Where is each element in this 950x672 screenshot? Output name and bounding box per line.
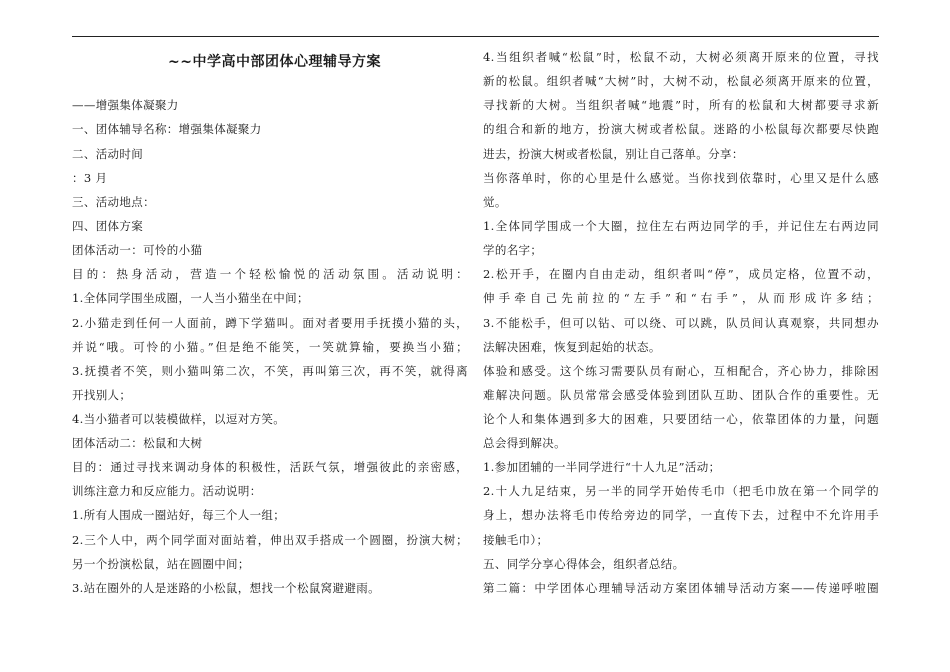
right-text-line: 4.当组织者喊“松鼠”时，松鼠不动，大树必须离开原来的位置，寻找 xyxy=(483,50,879,64)
left-text-line: ——增强集体凝聚力 xyxy=(72,98,179,112)
left-text-line: 团体活动二：松鼠和大树 xyxy=(72,436,203,450)
left-text-line: 一、团体辅导名称：增强集体凝聚力 xyxy=(72,122,262,136)
right-text-line: 2.松开手，在圈内自由走动，组织者叫“停”，成员定格，位置不动， xyxy=(483,267,879,281)
right-text-line: 体验和感受。这个练习需要队员有耐心，互相配合，齐心协力，排除困 xyxy=(483,364,879,378)
right-text-line: 接触毛巾）； xyxy=(483,533,549,547)
left-text-line: 3.站在圈外的人是迷路的小松鼠，想找一个松鼠窝避避雨。 xyxy=(72,581,380,595)
right-text-line: 难解决问题。队员常常会感受体验到团队互助、团队合作的重要性。无 xyxy=(483,388,879,402)
left-text-line: 目的：通过寻找来调动身体的积极性，活跃气氛，增强彼此的亲密感， xyxy=(72,460,468,474)
left-text-line: 三、活动地点： xyxy=(72,195,155,209)
right-text-line: 觉。 xyxy=(483,195,507,209)
right-text-line: 新的松鼠。组织者喊“大树”时，大树不动，松鼠必须离开原来的位置， xyxy=(483,74,879,88)
right-text-line: 法解决困难，恢复到起始的状态。 xyxy=(483,340,661,354)
left-text-line: 另一个扮演松鼠，站在圆圈中间； xyxy=(72,557,250,571)
document-title: ~~中学高中部团体心理辅导方案 xyxy=(168,54,381,70)
left-text-line: 开找别人； xyxy=(72,388,132,402)
left-text-line: 四、团体方案 xyxy=(72,219,144,233)
left-text-line: 并说“哦。可怜的小猫。”但是绝不能笑，一笑就算输，要换当小猫； xyxy=(72,340,468,354)
right-text-line: 2.十人九足结束，另一半的同学开始传毛巾（把毛巾放在第一个同学的 xyxy=(483,484,879,498)
left-text-line: 1.全体同学围坐成圈，一人当小猫坐在中间； xyxy=(72,291,309,305)
left-text-line: 训练注意力和反应能力。活动说明： xyxy=(72,484,262,498)
header-rule xyxy=(72,36,879,37)
left-text-line: 4.当小猫者可以装模做样，以逗对方笑。 xyxy=(72,412,286,426)
right-text-line: 1.全体同学围成一个大圈，拉住左右两边同学的手，并记住左右两边同 xyxy=(483,219,879,233)
right-text-line: 五、同学分享心得体会，组织者总结。 xyxy=(483,557,685,571)
left-text-line: ：3 月 xyxy=(72,171,108,185)
right-text-line: 1.参加团辅的一半同学进行“十人九足”活动； xyxy=(483,460,721,474)
right-text-line: 论个人和集体遇到多大的困难，只要团结一心，依靠团体的力量，问题 xyxy=(483,412,879,426)
right-text-line: 身上，想办法将毛巾传给旁边的同学，一直传下去，过程中不允许用手 xyxy=(483,508,879,522)
right-text-line: 总会得到解决。 xyxy=(483,436,566,450)
right-text-line: 当你落单时，你的心里是什么感觉。当你找到依靠时，心里又是什么感 xyxy=(483,171,879,185)
right-text-line: 3.不能松手，但可以钻、可以绕、可以跳，队员间认真观察，共同想办 xyxy=(483,316,879,330)
left-text-line: 3.抚摸者不笑，则小猫叫第二次，不笑，再叫第三次，再不笑，就得离 xyxy=(72,364,468,378)
left-text-line: 目的：热身活动，营造一个轻松愉悦的活动氛围。活动说明： xyxy=(72,267,468,281)
left-text-line: 2.小猫走到任何一人面前，蹲下学猫叫。面对者要用手抚摸小猫的头， xyxy=(72,316,468,330)
left-text-line: 2.三个人中，两个同学面对面站着，伸出双手搭成一个圆圈，扮演大树； xyxy=(72,533,468,547)
right-text-line: 的组合和新的地方，扮演大树或者松鼠。迷路的小松鼠每次都要尽快跑 xyxy=(483,122,879,136)
right-text-line: 伸手牵自己先前拉的“左手”和“右手”，从而形成许多结； xyxy=(483,291,879,305)
right-text-line: 进去，扮演大树或者松鼠，别让自己落单。分享： xyxy=(483,147,744,161)
right-text-line: 学的名字； xyxy=(483,243,543,257)
left-text-line: 二、活动时间 xyxy=(72,147,144,161)
right-text-line: 寻找新的大树。当组织者喊“地震”时，所有的松鼠和大树都要寻求新 xyxy=(483,98,879,112)
left-text-line: 1.所有人围成一圈站好，每三个人一组； xyxy=(72,508,286,522)
right-text-line: 第二篇：中学团体心理辅导活动方案团体辅导活动方案——传递呼啦圈 xyxy=(483,581,879,595)
left-text-line: 团体活动一：可怜的小猫 xyxy=(72,243,203,257)
